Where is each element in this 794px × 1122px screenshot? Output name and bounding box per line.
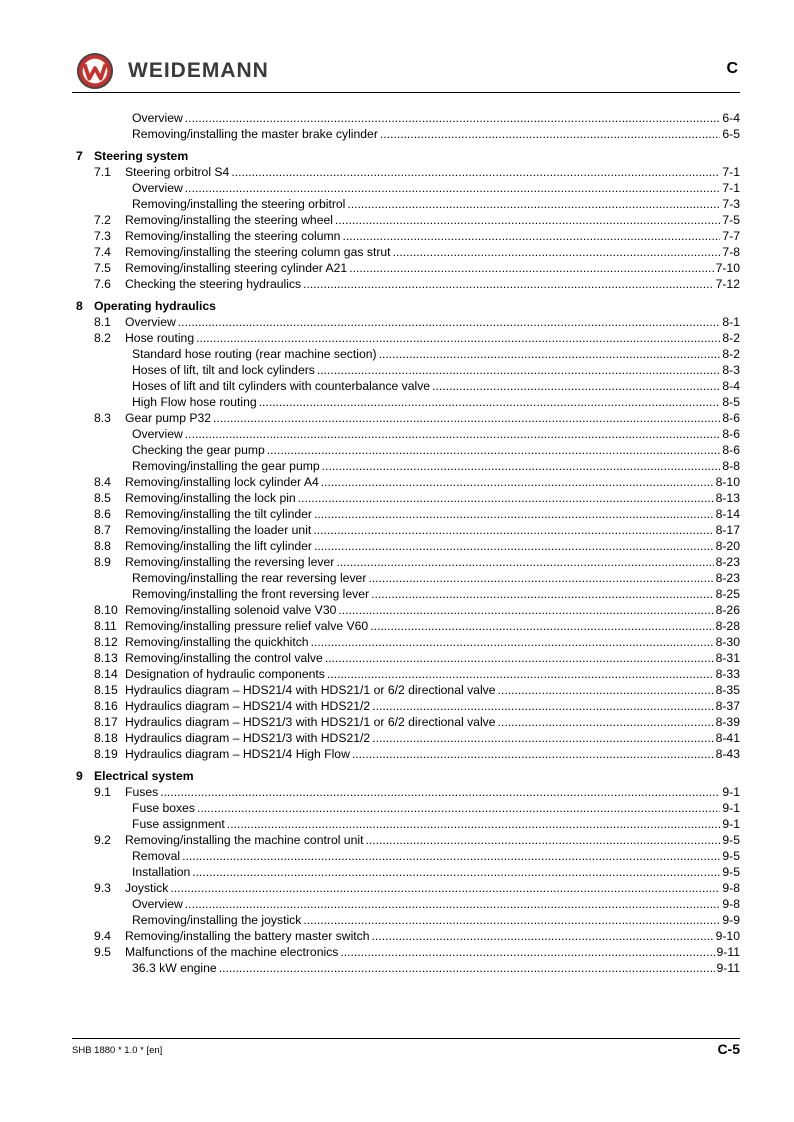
entry-title: Malfunctions of the machine electronics bbox=[125, 945, 339, 959]
chapter-title: Operating hydraulics bbox=[94, 299, 216, 313]
entry-title: Fuse assignment bbox=[132, 817, 225, 831]
page-number: C-5 bbox=[717, 1041, 740, 1057]
entry-title: Removing/installing the master brake cylinder bbox=[132, 127, 378, 141]
entry-title: Checking the steering hydraulics bbox=[125, 277, 302, 291]
entry-number: 8.2 bbox=[94, 331, 111, 345]
dot-leader bbox=[370, 618, 713, 634]
dot-leader bbox=[325, 650, 714, 666]
toc-entry[interactable] bbox=[72, 522, 740, 538]
entry-line bbox=[125, 832, 740, 848]
entry-title: Removing/installing the control valve bbox=[125, 651, 323, 665]
entry-line bbox=[125, 554, 740, 570]
entry-line bbox=[132, 570, 740, 586]
entry-line bbox=[125, 698, 740, 714]
toc-entry[interactable] bbox=[72, 784, 740, 800]
entry-title: Steering orbitrol S4 bbox=[125, 165, 230, 179]
entry-page: 8-23 bbox=[715, 571, 740, 585]
entry-title: Removing/installing steering cylinder A21 bbox=[125, 261, 348, 275]
entry-line bbox=[132, 960, 740, 976]
entry-number: 7.2 bbox=[94, 213, 111, 227]
dot-leader bbox=[317, 362, 720, 378]
entry-number: 8.11 bbox=[94, 619, 117, 633]
toc-entry[interactable] bbox=[72, 928, 740, 944]
entry-title: Fuse boxes bbox=[132, 801, 196, 815]
toc-entry[interactable] bbox=[72, 912, 740, 928]
entry-title: Removing/installing solenoid valve V30 bbox=[125, 603, 337, 617]
toc-entry[interactable] bbox=[72, 180, 740, 196]
dot-leader bbox=[298, 490, 714, 506]
entry-title: Removing/installing the front reversing lever bbox=[132, 587, 370, 601]
entry-page: 9-10 bbox=[715, 929, 740, 943]
entry-title: Fuses bbox=[125, 785, 159, 799]
dot-leader bbox=[393, 244, 721, 260]
dot-leader bbox=[160, 784, 720, 800]
chapter-title: Electrical system bbox=[94, 769, 194, 783]
entry-title: Overview bbox=[132, 427, 183, 441]
entry-line bbox=[132, 378, 740, 394]
brand-name: WEIDEMANN bbox=[128, 59, 269, 82]
dot-leader bbox=[185, 180, 721, 196]
entry-title: Hydraulics diagram – HDS21/4 High Flow bbox=[125, 747, 350, 761]
entry-page: 9-11 bbox=[716, 961, 740, 975]
entry-title: Removing/installing the machine control unit bbox=[125, 833, 364, 847]
dot-leader bbox=[432, 378, 720, 394]
table-of-contents bbox=[72, 110, 740, 976]
entry-line bbox=[125, 212, 740, 228]
entry-line bbox=[125, 602, 740, 618]
entry-line bbox=[132, 362, 740, 378]
entry-line bbox=[125, 682, 740, 698]
entry-number: 7.6 bbox=[94, 277, 111, 291]
entry-line bbox=[125, 650, 740, 666]
dot-leader bbox=[368, 570, 713, 586]
entry-line bbox=[132, 586, 740, 602]
entry-title: Checking the gear pump bbox=[132, 443, 265, 457]
entry-number: 8.5 bbox=[94, 491, 111, 505]
entry-number: 8.10 bbox=[94, 603, 118, 617]
toc-entry[interactable] bbox=[72, 244, 740, 260]
weidemann-logo-icon bbox=[76, 52, 114, 90]
toc-entry[interactable] bbox=[72, 164, 740, 180]
entry-number: 8.9 bbox=[94, 555, 111, 569]
entry-title: Gear pump P32 bbox=[125, 411, 212, 425]
entry-line bbox=[125, 276, 740, 292]
toc-entry[interactable] bbox=[72, 394, 740, 410]
dot-leader bbox=[338, 602, 713, 618]
toc-entry[interactable] bbox=[72, 362, 740, 378]
toc-entry[interactable] bbox=[72, 634, 740, 650]
entry-number: 8.6 bbox=[94, 507, 111, 521]
dot-leader bbox=[335, 212, 720, 228]
entry-page: 9-5 bbox=[722, 833, 740, 847]
entry-title: Removing/installing lock cylinder A4 bbox=[125, 475, 319, 489]
dot-leader bbox=[311, 634, 714, 650]
entry-title: Hoses of lift and tilt cylinders with counterbalance valve bbox=[132, 379, 431, 393]
toc-entry[interactable] bbox=[72, 426, 740, 442]
dot-leader bbox=[371, 586, 714, 602]
dot-leader bbox=[321, 474, 714, 490]
entry-title: Removing/installing the steering column gas strut bbox=[125, 245, 391, 259]
entry-line bbox=[125, 330, 740, 346]
dot-leader bbox=[192, 864, 720, 880]
entry-page: 8-6 bbox=[722, 443, 740, 457]
entry-page: 9-1 bbox=[722, 801, 740, 815]
entry-number: 8.4 bbox=[94, 475, 111, 489]
entry-line bbox=[125, 880, 740, 896]
entry-line bbox=[132, 394, 740, 410]
entry-line bbox=[125, 634, 740, 650]
document-reference: SHB 1880 * 1.0 * [en] bbox=[72, 1045, 163, 1056]
toc-entry[interactable] bbox=[72, 682, 740, 698]
toc-entry[interactable] bbox=[72, 896, 740, 912]
entry-number: 8.3 bbox=[94, 411, 111, 425]
dot-leader bbox=[259, 394, 721, 410]
entry-title: Installation bbox=[132, 865, 191, 879]
toc-entry[interactable] bbox=[72, 330, 740, 346]
entry-number: 7.1 bbox=[94, 165, 111, 179]
section-letter: C bbox=[726, 60, 738, 77]
dot-leader bbox=[170, 880, 720, 896]
entry-number: 8.13 bbox=[94, 651, 118, 665]
entry-line bbox=[125, 490, 740, 506]
dot-leader bbox=[327, 666, 714, 682]
toc-entry[interactable] bbox=[72, 570, 740, 586]
entry-line bbox=[125, 506, 740, 522]
entry-page: 7-1 bbox=[722, 165, 740, 179]
entry-page: 7-5 bbox=[722, 213, 740, 227]
entry-line bbox=[125, 474, 740, 490]
entry-page: 8-33 bbox=[715, 667, 740, 681]
entry-title: Hoses of lift, tilt and lock cylinders bbox=[132, 363, 315, 377]
dot-leader bbox=[197, 800, 720, 816]
chapter-number: 8 bbox=[76, 299, 83, 313]
entry-title: Removing/installing the quickhitch bbox=[125, 635, 309, 649]
toc-chapter[interactable] bbox=[72, 768, 740, 784]
dot-leader bbox=[185, 896, 721, 912]
entry-line bbox=[125, 784, 740, 800]
entry-number: 8.16 bbox=[94, 699, 118, 713]
dot-leader bbox=[498, 714, 714, 730]
entry-page: 8-25 bbox=[715, 587, 740, 601]
entry-page: 6-4 bbox=[722, 111, 740, 125]
chapter-number: 9 bbox=[76, 769, 83, 783]
dot-leader bbox=[498, 682, 714, 698]
dot-leader bbox=[372, 730, 713, 746]
entry-page: 8-20 bbox=[715, 539, 740, 553]
entry-page: 8-23 bbox=[715, 555, 740, 569]
dot-leader bbox=[213, 410, 720, 426]
entry-page: 8-13 bbox=[715, 491, 740, 505]
dot-leader bbox=[178, 314, 721, 330]
entry-title: Removing/installing the battery master switch bbox=[125, 929, 370, 943]
entry-page: 8-41 bbox=[715, 731, 740, 745]
entry-title: Removing/installing the rear reversing lever bbox=[132, 571, 367, 585]
toc-entry[interactable] bbox=[72, 650, 740, 666]
toc-entry[interactable] bbox=[72, 126, 740, 142]
toc-entry[interactable] bbox=[72, 960, 740, 976]
entry-page: 8-26 bbox=[715, 603, 740, 617]
entry-number: 8.15 bbox=[94, 683, 118, 697]
dot-leader bbox=[231, 164, 720, 180]
toc-entry[interactable] bbox=[72, 832, 740, 848]
dot-leader bbox=[365, 832, 720, 848]
dot-leader bbox=[313, 522, 713, 538]
dot-leader bbox=[372, 698, 713, 714]
entry-line bbox=[125, 314, 740, 330]
entry-title: Removing/installing the steering orbitrol bbox=[132, 197, 346, 211]
entry-number: 8.8 bbox=[94, 539, 111, 553]
entry-page: 8-43 bbox=[715, 747, 740, 761]
entry-title: Removing/installing the lock pin bbox=[125, 491, 296, 505]
entry-line bbox=[132, 346, 740, 362]
toc-entry[interactable] bbox=[72, 586, 740, 602]
entry-line bbox=[132, 912, 740, 928]
entry-line bbox=[125, 618, 740, 634]
toc-entry[interactable] bbox=[72, 698, 740, 714]
entry-number: 8.12 bbox=[94, 635, 118, 649]
dot-leader bbox=[182, 848, 720, 864]
entry-title: Removing/installing the lift cylinder bbox=[125, 539, 312, 553]
entry-page: 9-5 bbox=[722, 849, 740, 863]
entry-page: 7-8 bbox=[722, 245, 740, 259]
entry-title: Overview bbox=[132, 897, 183, 911]
entry-number: 9.3 bbox=[94, 881, 111, 895]
entry-line bbox=[132, 458, 740, 474]
dot-leader bbox=[196, 330, 720, 346]
entry-page: 8-39 bbox=[715, 715, 740, 729]
entry-page: 7-3 bbox=[722, 197, 740, 211]
entry-page: 8-30 bbox=[715, 635, 740, 649]
entry-number: 7.5 bbox=[94, 261, 111, 275]
toc-chapter[interactable] bbox=[72, 298, 740, 314]
toc-entry[interactable] bbox=[72, 228, 740, 244]
entry-page: 8-31 bbox=[715, 651, 740, 665]
entry-title: Removing/installing pressure relief valve V60 bbox=[125, 619, 369, 633]
entry-page: 9-1 bbox=[722, 785, 740, 799]
entry-page: 7-1 bbox=[722, 181, 740, 195]
entry-line bbox=[125, 522, 740, 538]
toc-entry[interactable] bbox=[72, 110, 740, 126]
entry-page: 7-12 bbox=[715, 277, 740, 291]
entry-line bbox=[125, 666, 740, 682]
dot-leader bbox=[322, 458, 721, 474]
dot-leader bbox=[185, 110, 721, 126]
toc-entry[interactable] bbox=[72, 730, 740, 746]
entry-title: Joystick bbox=[125, 881, 169, 895]
toc-entry[interactable] bbox=[72, 314, 740, 330]
entry-title: Removing/installing the joystick bbox=[132, 913, 302, 927]
entry-page: 8-5 bbox=[722, 395, 740, 409]
toc-entry[interactable] bbox=[72, 618, 740, 634]
entry-page: 8-6 bbox=[722, 411, 740, 425]
chapter-number: 7 bbox=[76, 149, 83, 163]
entry-title: Hose routing bbox=[125, 331, 195, 345]
entry-number: 8.18 bbox=[94, 731, 118, 745]
dot-leader bbox=[342, 228, 720, 244]
toc-entry[interactable] bbox=[72, 506, 740, 522]
toc-entry[interactable] bbox=[72, 714, 740, 730]
dot-leader bbox=[314, 506, 714, 522]
entry-title: Overview bbox=[125, 315, 176, 329]
entry-page: 9-8 bbox=[722, 881, 740, 895]
dot-leader bbox=[267, 442, 721, 458]
entry-page: 8-4 bbox=[722, 379, 740, 393]
toc-entry[interactable] bbox=[72, 442, 740, 458]
toc-entry[interactable] bbox=[72, 554, 740, 570]
entry-title: Removing/installing the gear pump bbox=[132, 459, 320, 473]
toc-entry[interactable] bbox=[72, 260, 740, 276]
toc-entry[interactable] bbox=[72, 458, 740, 474]
entry-number: 9.4 bbox=[94, 929, 111, 943]
chapter-title: Steering system bbox=[94, 149, 189, 163]
entry-page: 9-9 bbox=[722, 913, 740, 927]
toc-entry[interactable] bbox=[72, 538, 740, 554]
entry-page: 8-1 bbox=[722, 315, 740, 329]
entry-title: Removing/installing the steering column bbox=[125, 229, 341, 243]
entry-title: Removing/installing the tilt cylinder bbox=[125, 507, 312, 521]
entry-title: Removing/installing the steering wheel bbox=[125, 213, 333, 227]
entry-line bbox=[132, 126, 740, 142]
entry-number: 7.4 bbox=[94, 245, 111, 259]
toc-entry[interactable] bbox=[72, 276, 740, 292]
entry-title: Standard hose routing (rear machine section) bbox=[132, 347, 377, 361]
entry-page: 8-37 bbox=[715, 699, 740, 713]
entry-line bbox=[132, 896, 740, 912]
entry-line bbox=[132, 442, 740, 458]
dot-leader bbox=[185, 426, 721, 442]
header-divider bbox=[72, 92, 740, 93]
entry-title: Overview bbox=[132, 181, 183, 195]
entry-number: 8.14 bbox=[94, 667, 118, 681]
entry-line bbox=[125, 746, 740, 762]
entry-page: 8-14 bbox=[715, 507, 740, 521]
entry-title: 36.3 kW engine bbox=[132, 961, 217, 975]
toc-entry[interactable] bbox=[72, 196, 740, 212]
entry-title: Hydraulics diagram – HDS21/4 with HDS21/2 bbox=[125, 699, 371, 713]
entry-line bbox=[125, 164, 740, 180]
dot-leader bbox=[349, 260, 713, 276]
entry-page: 8-35 bbox=[715, 683, 740, 697]
toc-entry[interactable] bbox=[72, 864, 740, 880]
entry-line bbox=[125, 228, 740, 244]
entry-title: Hydraulics diagram – HDS21/4 with HDS21/1 or 6/2 directional valve bbox=[125, 683, 496, 697]
dot-leader bbox=[336, 554, 713, 570]
dot-leader bbox=[314, 538, 714, 554]
entry-page: 7-10 bbox=[715, 261, 740, 275]
entry-title: Removing/installing the loader unit bbox=[125, 523, 312, 537]
entry-page: 6-5 bbox=[722, 127, 740, 141]
entry-page: 8-6 bbox=[722, 427, 740, 441]
entry-line bbox=[125, 928, 740, 944]
entry-line bbox=[125, 260, 740, 276]
entry-number: 8.19 bbox=[94, 747, 118, 761]
toc-entry[interactable] bbox=[72, 746, 740, 762]
entry-number: 8.7 bbox=[94, 523, 111, 537]
entry-line bbox=[125, 730, 740, 746]
entry-page: 9-5 bbox=[722, 865, 740, 879]
entry-line bbox=[132, 426, 740, 442]
entry-number: 8.17 bbox=[94, 715, 118, 729]
toc-entry[interactable] bbox=[72, 666, 740, 682]
entry-line bbox=[125, 944, 740, 960]
entry-page: 8-2 bbox=[722, 331, 740, 345]
entry-number: 9.2 bbox=[94, 833, 111, 847]
toc-entry[interactable] bbox=[72, 378, 740, 394]
entry-page: 8-10 bbox=[715, 475, 740, 489]
entry-page: 9-11 bbox=[716, 945, 740, 959]
toc-entry[interactable] bbox=[72, 474, 740, 490]
toc-entry[interactable] bbox=[72, 410, 740, 426]
entry-line bbox=[132, 848, 740, 864]
dot-leader bbox=[227, 816, 721, 832]
entry-line bbox=[125, 538, 740, 554]
entry-number: 8.1 bbox=[94, 315, 111, 329]
entry-title: Removing/installing the reversing lever bbox=[125, 555, 335, 569]
toc-entry[interactable] bbox=[72, 212, 740, 228]
toc-entry[interactable] bbox=[72, 880, 740, 896]
toc-entry[interactable] bbox=[72, 816, 740, 832]
toc-entry[interactable] bbox=[72, 602, 740, 618]
entry-line bbox=[132, 816, 740, 832]
entry-page: 9-8 bbox=[722, 897, 740, 911]
dot-leader bbox=[347, 196, 720, 212]
toc-chapter[interactable] bbox=[72, 148, 740, 164]
entry-page: 8-17 bbox=[715, 523, 740, 537]
entry-title: Removal bbox=[132, 849, 181, 863]
entry-number: 9.5 bbox=[94, 945, 111, 959]
entry-title: Hydraulics diagram – HDS21/3 with HDS21/1 or 6/2 directional valve bbox=[125, 715, 496, 729]
entry-line bbox=[125, 244, 740, 260]
page-header bbox=[72, 50, 740, 90]
entry-title: High Flow hose routing bbox=[132, 395, 257, 409]
dot-leader bbox=[303, 912, 720, 928]
entry-page: 8-8 bbox=[722, 459, 740, 473]
entry-number: 9.1 bbox=[94, 785, 111, 799]
entry-line bbox=[132, 800, 740, 816]
entry-page: 9-1 bbox=[722, 817, 740, 831]
footer-divider bbox=[72, 1038, 740, 1039]
toc-entry[interactable] bbox=[72, 944, 740, 960]
toc-entry[interactable] bbox=[72, 490, 740, 506]
entry-line bbox=[132, 864, 740, 880]
entry-page: 8-3 bbox=[722, 363, 740, 377]
dot-leader bbox=[219, 960, 715, 976]
entry-page: 7-7 bbox=[722, 229, 740, 243]
entry-title: Overview bbox=[132, 111, 183, 125]
entry-line bbox=[132, 196, 740, 212]
dot-leader bbox=[372, 928, 714, 944]
entry-page: 8-28 bbox=[715, 619, 740, 633]
entry-title: Designation of hydraulic components bbox=[125, 667, 325, 681]
dot-leader bbox=[379, 346, 721, 362]
entry-number: 7.3 bbox=[94, 229, 111, 243]
toc-entry[interactable] bbox=[72, 800, 740, 816]
dot-leader bbox=[352, 746, 714, 762]
entry-page: 8-2 bbox=[722, 347, 740, 361]
toc-entry[interactable] bbox=[72, 848, 740, 864]
dot-leader bbox=[380, 126, 720, 142]
dot-leader bbox=[340, 944, 714, 960]
entry-line bbox=[132, 110, 740, 126]
entry-line bbox=[132, 180, 740, 196]
entry-line bbox=[125, 714, 740, 730]
dot-leader bbox=[303, 276, 713, 292]
toc-entry[interactable] bbox=[72, 346, 740, 362]
entry-title: Hydraulics diagram – HDS21/3 with HDS21/2 bbox=[125, 731, 371, 745]
entry-line bbox=[125, 410, 740, 426]
